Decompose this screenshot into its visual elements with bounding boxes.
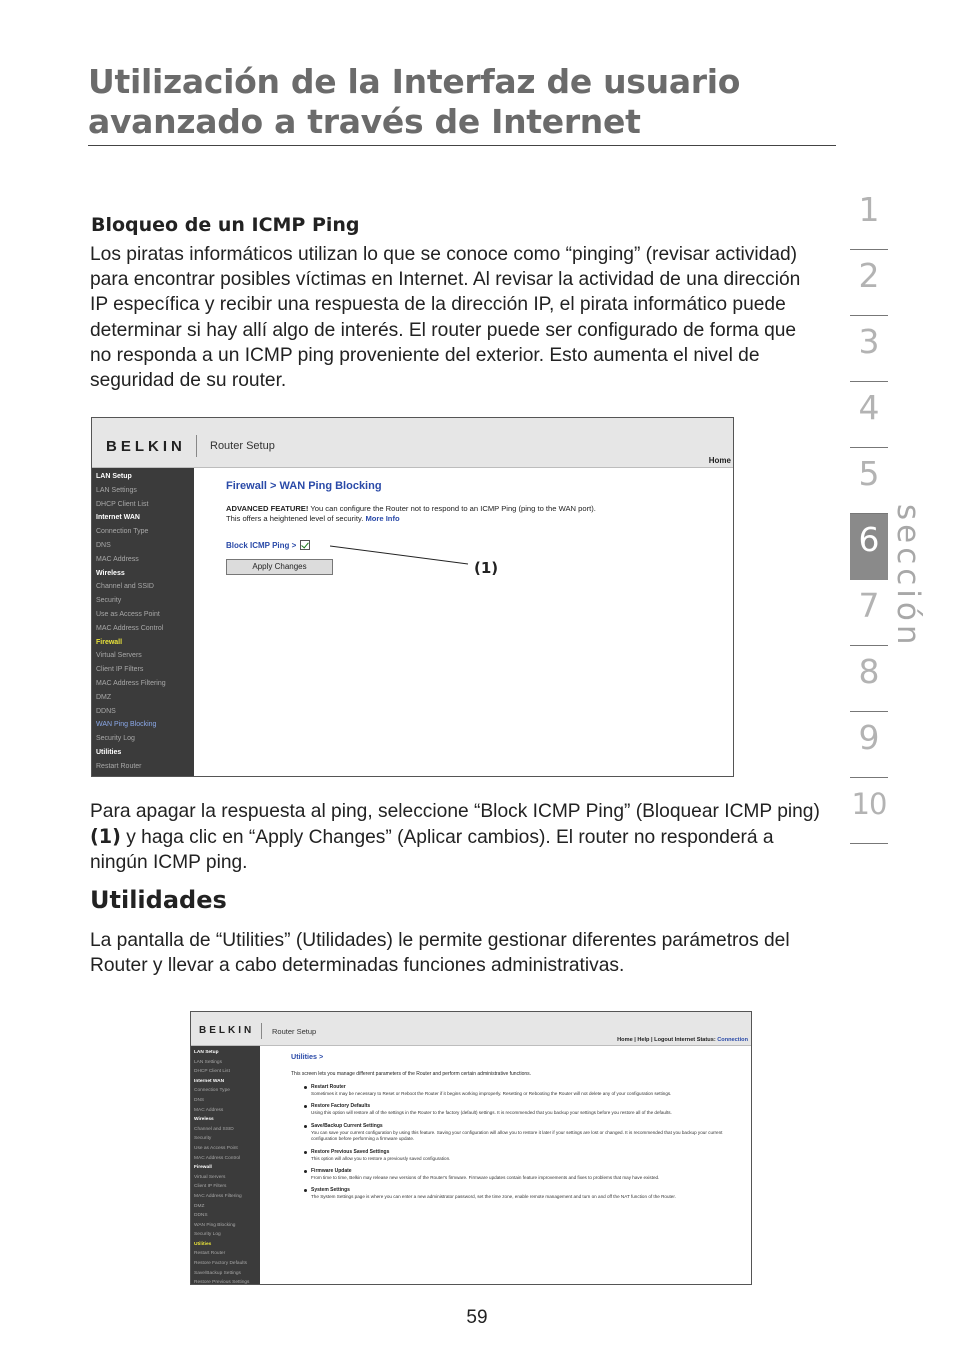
sidebar-item-client-ip-filters[interactable]: Client IP Filters — [96, 666, 144, 674]
header-nav-links[interactable] — [617, 1037, 748, 1043]
sidebar-item-restart-router[interactable]: Restart Router — [194, 1251, 226, 1257]
sidebar-item-lan-setup[interactable]: LAN Setup — [194, 1050, 219, 1055]
sidebar-item-virtual-servers[interactable]: Virtual Servers — [194, 1174, 226, 1180]
apply-changes-button[interactable]: Apply Changes — [226, 559, 333, 575]
sidebar-item-mac-address-control[interactable]: MAC Address Control — [96, 624, 164, 632]
block-ping-instructions — [90, 799, 820, 876]
sidebar-item-internet-wan[interactable]: Internet WAN — [96, 514, 140, 522]
section-number-2: 2 — [850, 250, 888, 316]
sidebar-item-connection-type[interactable]: Connection Type — [96, 528, 149, 536]
utilities-paragraph: La pantalla de “Utilities” (Utilidades) le permite gestionar diferentes parámetros del Router y llevar a cabo determinadas funciones administrativas. — [90, 930, 790, 977]
section-number-4: 4 — [850, 382, 888, 448]
router-setup-title: Router Setup — [272, 1027, 317, 1036]
advanced-feature-label: ADVANCED FEATURE! — [226, 504, 309, 513]
sidebar-item-dmz[interactable]: DMZ — [96, 693, 112, 701]
utility-link[interactable]: Restore Factory Defaults — [311, 1103, 371, 1110]
sidebar-item-lan-settings[interactable]: LAN Settings — [96, 486, 137, 494]
sidebar-item-wan-ping-blocking[interactable]: WAN Ping Blocking — [96, 721, 157, 729]
sidebar-item-utilities[interactable]: Utilities — [96, 748, 122, 756]
sidebar-item-use-as-access-point[interactable]: Use as Access Point — [194, 1145, 238, 1151]
utility-entry — [291, 1168, 741, 1181]
block-ping-paragraph: Los piratas informáticos utilizan lo que se conoce como “pinging” (revisar actividad) para encontrar posibles víctimas en Internet. Al revisar la actividad de una dirección IP específica y recibir una respuesta de la dirección IP, el pirata informático puede determinar si hay allí algo de interés. El router puede ser configurado de forma que no responda a un ICMP ping proveniente del exterior. Esto aumenta el nivel de seguridad de su router. — [90, 244, 801, 392]
sidebar-item-wireless[interactable]: Wireless — [96, 569, 125, 577]
content-heading: Utilities > — [291, 1052, 324, 1061]
utility-link[interactable]: Restart Router — [311, 1084, 346, 1090]
section-index — [850, 184, 888, 844]
sidebar-item-ddns[interactable]: DDNS — [96, 707, 116, 715]
sidebar-item-client-ip-filters[interactable]: Client IP Filters — [194, 1184, 227, 1190]
router-header — [191, 1012, 751, 1046]
nav-links-text[interactable]: Home | Help | Logout Internet Status: — [617, 1037, 718, 1043]
sidebar-item-restore-factory-defaults[interactable]: Restore Factory Defaults — [194, 1261, 248, 1267]
sidebar-item-mac-address-filtering[interactable]: MAC Address Filtering — [96, 679, 166, 687]
block-icmp-label: Block ICMP Ping > — [226, 540, 297, 550]
sidebar-item-wan-ping-blocking[interactable]: WAN Ping Blocking — [194, 1222, 236, 1228]
utility-entry — [291, 1103, 741, 1116]
sidebar-item-ddns[interactable]: DDNS — [194, 1213, 208, 1219]
header-separator — [196, 435, 197, 457]
sidebar-item-firewall[interactable]: Firewall — [194, 1165, 212, 1171]
utility-link[interactable]: System Settings — [311, 1187, 350, 1194]
utility-description: Using this option will restore all of the settings in the Router to the factory (default) settings. It is recommended that you backup your settings before you restore all of the defaults. — [311, 1110, 672, 1116]
header-separator — [261, 1023, 262, 1039]
feature-description — [226, 504, 726, 524]
sidebar-item-channel-and-ssid[interactable]: Channel and SSID — [194, 1126, 234, 1132]
utility-link[interactable]: Firmware Update — [311, 1168, 352, 1175]
sidebar-item-internet-wan[interactable]: Internet WAN — [194, 1078, 225, 1084]
content-heading: Firewall > WAN Ping Blocking — [226, 480, 382, 492]
section-number-7: 7 — [850, 580, 888, 646]
router-header — [92, 418, 733, 468]
router-screenshot-ping-blocking — [91, 417, 734, 777]
utilities-content — [291, 1052, 741, 1201]
sidebar-item-dns[interactable]: DNS — [96, 541, 111, 549]
section-number-10: 10 — [850, 778, 888, 844]
sidebar-item-security-log[interactable]: Security Log — [194, 1232, 221, 1238]
instruction-text-2: y haga clic en “Apply Changes” (Aplicar cambios). El router no responderá a ningún ICMP ping. — [90, 827, 774, 874]
sidebar-item-mac-address-filtering[interactable]: MAC Address Filtering — [194, 1193, 242, 1199]
sidebar-item-security[interactable]: Security — [96, 597, 122, 605]
advanced-feature-text: You can configure the Router not to respond to an ICMP Ping (ping to the WAN port). — [308, 504, 596, 513]
utility-entry — [291, 1187, 741, 1200]
router-screenshot-utilities — [190, 1011, 752, 1285]
sidebar-item-security[interactable]: Security — [194, 1136, 212, 1142]
sidebar-item-dhcp-client-list[interactable]: DHCP Client List — [96, 500, 149, 508]
utility-entry — [291, 1149, 741, 1162]
instruction-text-1: Para apagar la respuesta al ping, seleccione “Block ICMP Ping” (Bloquear ICMP ping) — [90, 801, 820, 822]
instruction-callout: (1) — [90, 825, 121, 849]
utility-description: Sometimes it may be necessary to Reset or Reboot the Router if it begins working improperly. Resetting or Rebooting the Router will not delete any of your configuration settings. — [311, 1091, 672, 1096]
callout-leader-line — [330, 544, 470, 568]
sidebar-item-connection-type[interactable]: Connection Type — [194, 1088, 230, 1094]
more-info-link[interactable]: More Info — [365, 514, 400, 523]
sidebar-item-channel-and-ssid[interactable]: Channel and SSID — [96, 583, 154, 591]
section-number-5: 5 — [850, 448, 888, 514]
connection-status: Connection — [717, 1037, 748, 1043]
sidebar-item-use-as-access-point[interactable]: Use as Access Point — [96, 610, 160, 618]
router-sidebar — [191, 1046, 260, 1285]
section-number-3: 3 — [850, 316, 888, 382]
sidebar-item-dhcp-client-list[interactable]: DHCP Client List — [194, 1069, 230, 1075]
router-setup-title: Router Setup — [210, 440, 275, 452]
utility-link[interactable]: Restore Previous Saved Settings — [311, 1148, 390, 1155]
sidebar-item-mac-address[interactable]: MAC Address — [96, 555, 139, 563]
belkin-logo: BELKIN — [199, 1025, 255, 1036]
sidebar-item-dns[interactable]: DNS — [194, 1097, 205, 1103]
sidebar-item-restore-previous-settings[interactable]: Restore Previous Settings — [194, 1280, 250, 1285]
block-icmp-checkbox[interactable] — [300, 540, 310, 550]
section-number-9: 9 — [850, 712, 888, 778]
utility-description: The System Settings page is where you can enter a new administrator password, set the time zone, enable remote management and turn on and off the NAT function of the Router. — [311, 1194, 676, 1200]
utility-entry — [291, 1123, 741, 1143]
sidebar-item-mac-address-control[interactable]: MAC Address Control — [194, 1155, 241, 1161]
utility-entry — [291, 1084, 741, 1097]
utilities-list — [291, 1084, 741, 1201]
sidebar-item-utilities[interactable]: Utilities — [194, 1241, 212, 1247]
sidebar-item-restart-router[interactable]: Restart Router — [96, 762, 142, 770]
router-sidebar — [92, 468, 194, 777]
title-divider — [88, 145, 836, 146]
section-label: sección — [890, 504, 926, 649]
callout-number: (1) — [474, 559, 499, 577]
section-number-1: 1 — [850, 184, 888, 250]
sidebar-item-security-log[interactable]: Security Log — [96, 735, 135, 743]
security-text: This offers a heightened level of security. — [226, 514, 366, 523]
section-number-6: 6 — [850, 514, 888, 580]
sidebar-item-save-backup-settings[interactable]: Save/Backup Settings — [194, 1270, 241, 1276]
page-number: 59 — [466, 1307, 488, 1328]
sidebar-item-wireless[interactable]: Wireless — [194, 1117, 214, 1123]
utility-description: From time to time, Belkin may release new versions of the Router's firmware. Firmware updates contain feature improvements and fixes to problems that may have existed. — [311, 1175, 660, 1181]
sidebar-item-virtual-servers[interactable]: Virtual Servers — [96, 652, 142, 660]
sidebar-item-lan-setup[interactable]: LAN Setup — [96, 473, 132, 480]
sidebar-item-firewall[interactable]: Firewall — [96, 638, 123, 646]
utility-description: This option will allow you to restore a previously saved configuration. — [311, 1155, 451, 1161]
block-ping-heading: Bloqueo de un ICMP Ping — [91, 214, 360, 236]
sidebar-item-dmz[interactable]: DMZ — [194, 1203, 205, 1209]
block-icmp-row — [226, 540, 726, 550]
utilities-intro: This screen lets you manage different parameters of the Router and perform certain administrative functions. — [291, 1071, 532, 1077]
page-title: Utilización de la Interfaz de usuario avanzado a través de Internet — [88, 62, 741, 141]
sidebar-item-mac-address[interactable]: MAC Address — [194, 1107, 224, 1113]
section-number-8: 8 — [850, 646, 888, 712]
utility-description: You can save your current configuration by using this feature. Saving your configuration will allow you to restore it later if your settings are lost or changed. It is recommended that you backup your current configuration before performing a firmware update. — [311, 1129, 723, 1142]
utilities-heading: Utilidades — [90, 886, 227, 914]
home-link[interactable]: Home — [708, 456, 731, 465]
sidebar-item-lan-settings[interactable]: LAN Settings — [194, 1059, 222, 1065]
utility-link[interactable]: Save/Backup Current Settings — [311, 1122, 383, 1129]
belkin-logo: BELKIN — [106, 438, 186, 455]
